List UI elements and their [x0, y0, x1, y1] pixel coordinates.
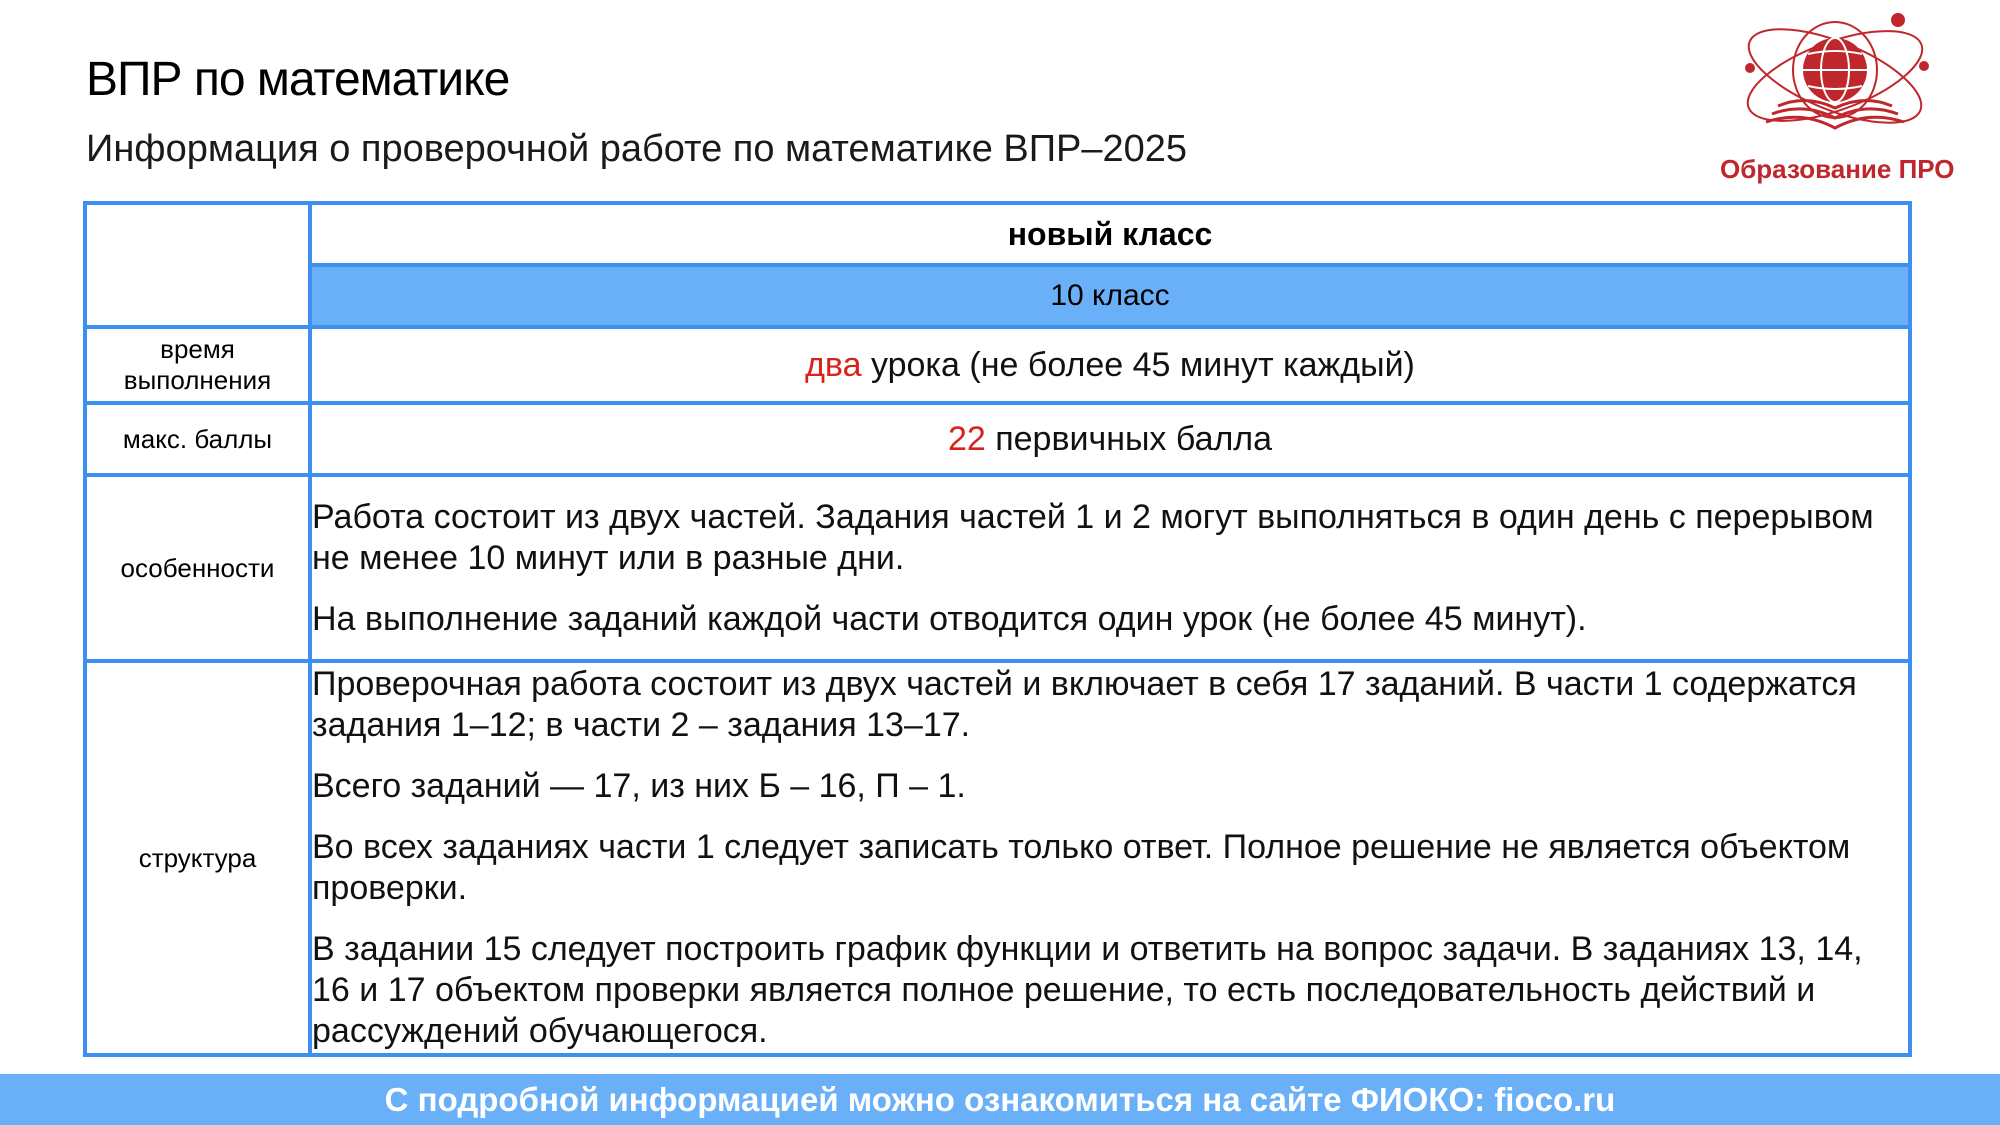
row-label-structure: структура — [85, 661, 310, 1055]
table-row — [85, 661, 1910, 1055]
table-row — [85, 475, 1910, 661]
structure-paragraph: Проверочная работа состоит из двух частей и включает в себя 17 заданий. В части 1 содержатся задания 1–12; в части 2 – задания 13–17. — [312, 665, 1857, 744]
time-value — [310, 327, 1910, 403]
row-label-features: особенности — [85, 475, 310, 661]
time-rest: урока (не более 45 минут каждый) — [861, 345, 1415, 384]
page-title: ВПР по математике — [86, 53, 510, 106]
score-rest: первичных балла — [985, 419, 1273, 458]
structure-paragraph: Во всех заданиях части 1 следует записать только ответ. Полное решение не является объектом проверки. — [312, 828, 1851, 907]
logo-text: Образование ПРО — [1720, 154, 1955, 184]
features-paragraph: Работа состоит из двух частей. Задания частей 1 и 2 могут выполняться в один день с перерывом не менее 10 минут или в разные дни. — [312, 497, 1874, 577]
time-highlight: два — [805, 345, 862, 384]
logo — [1720, 8, 1955, 184]
table-row — [85, 403, 1910, 475]
atom-globe-book-logo-icon — [1720, 8, 1950, 158]
table-header: новый класс — [310, 203, 1910, 265]
features-text — [310, 475, 1910, 661]
table-row — [85, 327, 1910, 403]
features-paragraph: На выполнение заданий каждой части отводится один урок (не более 45 минут). — [312, 599, 1587, 638]
row-label-score: макс. баллы — [85, 403, 310, 475]
footer-banner: С подробной информацией можно ознакомиться на сайте ФИОКО: fioco.ru — [0, 1074, 2000, 1125]
structure-text — [310, 661, 1910, 1055]
corner-cell — [85, 203, 310, 327]
info-table — [83, 201, 1912, 1057]
score-highlight: 22 — [947, 419, 986, 458]
structure-paragraph: Всего заданий — 17, из них Б – 16, П – 1. — [312, 767, 966, 805]
grade-band: 10 класс — [310, 265, 1910, 327]
score-value — [310, 403, 1910, 475]
structure-paragraph: В задании 15 следует построить график функции и ответить на вопрос задачи. В заданиях 13, 14, 16 и 17 объектом проверки является полное решение, то есть последовательность действий и рассуждений обучающегося. — [312, 930, 1863, 1050]
page-subtitle: Информация о проверочной работе по математике ВПР–2025 — [86, 128, 1188, 170]
row-label-time: время выполнения — [85, 327, 310, 403]
